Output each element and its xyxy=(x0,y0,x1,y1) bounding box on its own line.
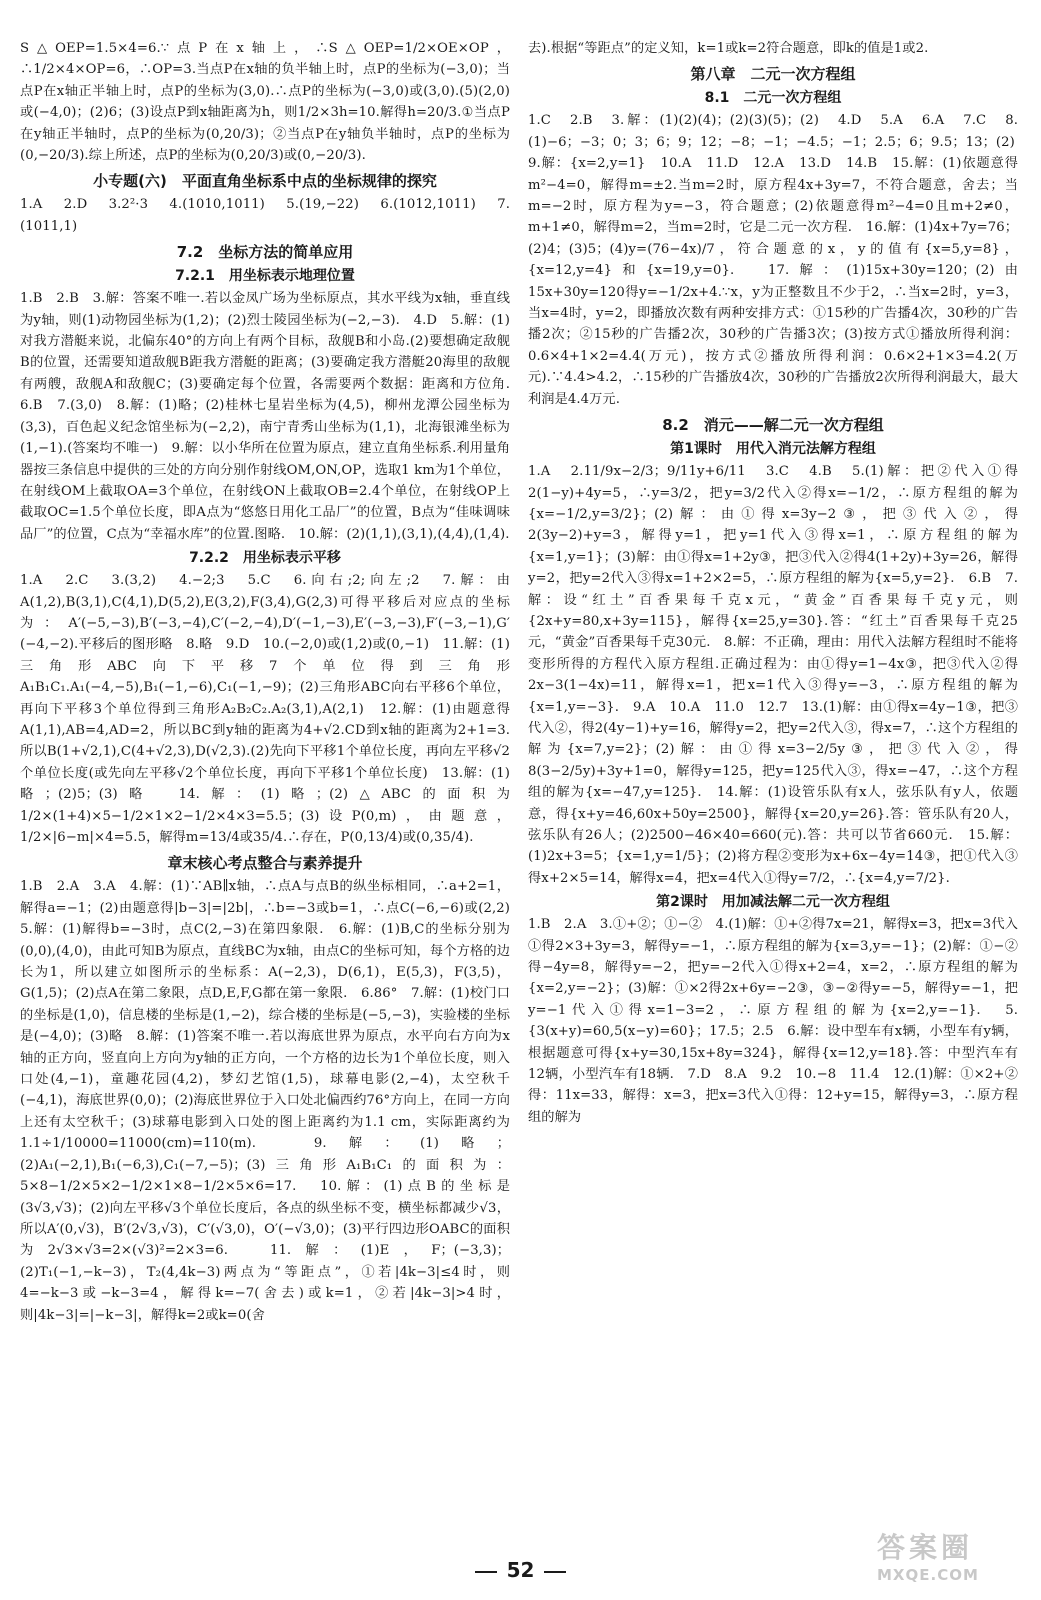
section-heading: 小专题(六) 平面直角坐标系中点的坐标规律的探究 xyxy=(93,172,437,191)
watermark-line2: MXQE.COM xyxy=(877,1566,979,1584)
section-heading: 第八章 二元一次方程组 xyxy=(690,65,856,84)
answer-paragraph: 1.B 2.A 3.①+②；①−② 4.(1)解：①+②得7x=21，解得x=3，把x=3代入①得2×3+3y=3，解得y=−1，∴原方程组的解为{x=3,y=−1}；(2)解：①−②得−4y=8，解得y=−2，把y=−2代入①得x+2=4，x=2，∴原方程组的解为{x=2,y=−2}；(3)解：①×2得2x+6y=−2③，③−②得y=−5，解得y=−1，把y=−1代入①得x=1−3=2，∴原方程组的解为{x=2,y=−1}. 5.{3(x+y)=60,5(x−y)=60}；17.5；2.5 6.解：设中型车有x辆，小型车有y辆，根据题意可得{x+y=30,15x+8y=324}，解得{x=12,y=18}.答：中型汽车有12辆，小型汽车有18辆. 7.D 8.A 9.2 10.−8 11.4 12.(1)解：①×2+②得：11x=33，解得：x=3，把x=3代入①得：12+y=15，解得y=3，∴原方程组的解为 xyxy=(528,917,1018,1125)
section-heading: 7.2 坐标方法的简单应用 xyxy=(176,243,354,262)
subsection-heading: 第1课时 用代入消元法解方程组 xyxy=(670,441,876,458)
answer-paragraph: 1.A 2.D 3.2²·3 4.(1010,1011) 5.(19,−22) 6.(1012,1011) 7.(1011,1) xyxy=(20,197,510,234)
subsection-heading: 第2课时 用加减法解二元一次方程组 xyxy=(656,894,890,911)
right-column xyxy=(528,38,1029,1128)
answer-paragraph: 1.A 2.C 3.(3,2) 4.−2;3 5.C 6.向右;2;向左;2 7.解：由A(1,2),B(3,1),C(4,1),D(5,2),E(3,2),F(3,4),G(2,3)可得平移后对应点的坐标为：A′(−5,−3),B′(−3,−4),C′(−2,−4),D′(−1,−3),E′(−3,−3),F′(−3,−1),G′(−4,−2).平移后的图形略 8.略 9.D 10.(−2,0)或(1,2)或(0,−1) 11.解：(1)三角形ABC向下平移7个单位得到三角形A₁B₁C₁.A₁(−4,−5),B₁(−1,−6),C₁(−1,−9)；(2)三角形ABC向右平移6个单位，再向下平移3个单位得到三角形A₂B₂C₂.A₂(3,1),A(2,1) 12.解：(1)由题意得A(1,1),AB=4,AD=2，所以BC到y轴的距离为4+√2.CD到x轴的距离为2+1=3.所以B(1+√2,1),C(4+√2,3),D(√2,3).(2)先向下平移1个单位长度，再向左平移√2个单位长度(或先向左平移√2个单位长度，再向下平移1个单位长度) 13.解：(1)略；(2)5；(3)略 14.解：(1)略；(2)△ABC的面积为1/2×(1+4)×5−1/2×1×2−1/2×4×3=5.5；(3)设P(0,m)，由题意，1/2×|6−m|×4=5.5，解得m=13/4或35/4.∴存在，P(0,13/4)或(0,35/4). xyxy=(20,573,510,845)
section-heading: 章末核心考点整合与素养提升 xyxy=(167,854,363,873)
left-column xyxy=(20,38,524,1326)
watermark-line1: 答案圈 xyxy=(877,1531,974,1564)
subsection-heading: 7.2.1 用坐标表示地理位置 xyxy=(175,268,355,285)
answer-paragraph: 1.A 2.11/9x−2/3；9/11y+6/11 3.C 4.B 5.(1)解：把②代入①得2(1−y)+4y=5，∴y=3/2，把y=3/2代入②得x=−1/2，∴原方程组的解为{x=−1/2,y=3/2}；(2)解：由①得x=3y−2③，把③代入②，得2(3y−2)+y=3，解得y=1，把y=1代入③得x=1，∴原方程组的解为{x=1,y=1}；(3)解：由①得x=1+2y③，把③代入②得4(1+2y)+3y=26，解得y=2，把y=2代入③得x=1+2×2=5，∴原方程组的解为{x=5,y=2}. 6.B 7.解：设“红土”百香果每千克x元，“黄金”百香果每千克y元，则{2x+y=80,x+3y=115}，解得{x=25,y=30}.答：“红土”百香果每千克25元，“黄金”百香果每千克30元. 8.解：不正确，理由：用代入法解方程组时不能将变形所得的方程代入原方程组.正确过程为：由①得y=1−4x③，把③代入②得2x−3(1−4x)=11，解得x=1，把x=1代入③得y=−3，∴原方程组的解为{x=1,y=−3}. 9.A 10.A 11.0 12.7 13.(1)解：由①得x=4y−1③，把③代入②，得2(4y−1)+y=16，解得y=2，把y=2代入③，得x=7，∴这个方程组的解为{x=7,y=2}；(2)解：由①得x=3−2/5y③，把③代入②，得8(3−2/5y)+3y+1=0，解得y=125，把y=125代入③，得x=−47，∴这个方程组的解为{x=−47,y=125}. 14.解：(1)设管乐队有x人，弦乐队有y人，依题意，得{x+y=46,60x+50y=2500}，解得{x=20,y=26}.答：管乐队有20人，弦乐队有26人；(2)2500−46×40=660(元).答：共可以节省660元. 15.解：(1)2x+3=5；{x=1,y=1/5}；(2)将方程②变形为x+6x−4y=14③，把①代入③得x+2×5=14，解得x=4，把x=4代入①得y=7/2，∴{x=4,y=7/2}. xyxy=(528,464,1018,886)
answer-paragraph: 1.C 2.B 3.解：(1)(2)(4)；(2)(3)(5)；(2) 4.D 5.A 6.A 7.C 8.(1)−6；−3；0；3；6；9；12；−8；−1；−4.5；−1；2.5；6；9.5；13；(2) 9.解：{x=2,y=1} 10.A 11.D 12.A 13.D 14.B 15.解：(1)依题意得m²−4=0，解得m=±2.当m=2时，原方程4x+3y=7，不符合题意，舍去；当m=−2时，原方程为y=−3，符合题意；(2)依题意得m²−4=0且m+2≠0，m+1≠0，解得m=2，当m=2时，它是二元一次方程. 16.解：(1)4x+7y=76；(2)4；(3)5；(4)y=(76−4x)/7，符合题意的x，y的值有{x=5,y=8}，{x=12,y=4}和{x=19,y=0}. 17.解：(1)15x+30y=120；(2)由15x+30y=120得y=−1/2x+4.∵x，y为正整数且不少于2，∴当x=2时，y=3，当x=4时，y=2，即播放次数有两种安排方式：①15秒的广告播4次，30秒的广告播2次；②15秒的广告播2次，30秒的广告播3次；(3)按方式①播放所得利润：0.6×4+1×2=4.4(万元)，按方式②播放所得利润：0.6×2+1×3=4.2(万元).∵4.4>4.2，∴15秒的广告播放4次，30秒的广告播放2次所得利润最大，最大利润是4.4万元. xyxy=(528,113,1029,407)
answer-paragraph: S△OEP=1.5×4=6.∵点P在x轴上，∴S△OEP=1/2×OE×OP，∴1/2×4×OP=6，∴OP=3.当点P在x轴的负半轴上时，点P的坐标为(−3,0)；当点P在x轴正半轴上时，点P的坐标为(3,0).∴点P的坐标为(−3,0)或(3,0).(5)(2,0)或(−4,0)；(2)6；(3)设点P到x轴距离为h，则1/2×3h=10.解得h=20/3.①当点P在y轴正半轴时，点P的坐标为(0,20/3)；②当点P在y轴负半轴时，点P的坐标为(0,−20/3).综上所述，点P的坐标为(0,20/3)或(0,−20/3). xyxy=(20,41,510,164)
dash-left xyxy=(475,1571,497,1573)
page-number-text: 52 xyxy=(506,1558,535,1582)
answer-paragraph: 去).根据“等距点”的定义知，k=1或k=2符合题意，即k的值是1或2. xyxy=(528,41,929,56)
dash-right xyxy=(544,1571,566,1573)
answer-paragraph: 1.B 2.A 3.A 4.解：(1)∵AB∥x轴，∴点A与点B的纵坐标相同，∴a+2=1，解得a=−1；(2)由题意得|b−3|=|2b|，∴b=−3或b=1，∴点C(−6,−6)或(2,2) 5.解：(1)解得b=−3时，点C(2,−3)在第四象限. 6.解：(1)B,C的坐标分别为(0,0),(4,0)，由此可知B为原点，直线BC为x轴，由点C的坐标可知，每个方格的边长为1，所以建立如图所示的坐标系：A(−2,3)，D(6,1)，E(5,3)，F(3,5)，G(1,5)；(2)点A在第二象限，点D,E,F,G都在第一象限. 6.86° 7.解：(1)校门口的坐标是(1,0)，信息楼的坐标是(1,−2)，综合楼的坐标是(−5,−3)，实验楼的坐标是(−4,0)；(3)略 8.解：(1)答案不唯一.若以海底世界为原点，水平向右方向为x轴的正方向，竖直向上方向为y轴的正方向，一个方格的边长为1个单位长度，则入口处(4,−1)，童趣花园(4,2)，梦幻艺馆(1,5)，球幕电影(2,−4)，太空秋千(−4,1)，海底世界(0,0)；(2)海底世界位于入口处北偏西约76°方向上，在同一方向上还有太空秋千；(3)球幕电影到入口处的图上距离约为1.1 cm，实际距离约为1.1÷1/10000=11000(cm)=110(m). 9.解：(1)略；(2)A₁(−2,1),B₁(−6,3),C₁(−7,−5)；(3)三角形A₁B₁C₁的面积为：5×8−1/2×5×2−1/2×1×8−1/2×5×6=17. 10.解：(1)点B的坐标是(3√3,√3)；(2)向左平移√3个单位长度后，各点的纵坐标不变，横坐标都减少√3，所以A′(0,√3)，B′(2√3,√3)，C′(√3,0)，O′(−√3,0)；(3)平行四边形OABC的面积为2√3×√3=2×(√3)²=2×3=6. 11.解：(1)E，F；(−3,3)；(2)T₁(−1,−k−3)，T₂(4,4k−3)两点为“等距点”，①若|4k−3|≤4时，则4=−k−3或−k−3=4，解得k=−7(舍去)或k=1，②若|4k−3|>4时，则|4k−3|=|−k−3|，解得k=2或k=0(舍 xyxy=(20,879,524,1323)
subsection-heading: 7.2.2 用坐标表示平移 xyxy=(189,550,341,567)
section-heading: 8.2 消元——解二元一次方程组 xyxy=(662,416,884,435)
watermark-logo xyxy=(877,1526,1027,1588)
subsection-heading: 8.1 二元一次方程组 xyxy=(704,90,842,107)
answer-paragraph: 1.B 2.B 3.解：答案不唯一.若以金凤广场为坐标原点，其水平线为x轴，垂直线为y轴，则(1)动物园坐标为(1,2)；(2)烈士陵园坐标为(−2,−3). 4.D 5.解：(1)对我方潜艇来说，北偏东40°的方向上有两个目标，敌舰B和小岛.(2)要想确定敌舰B的位置，还需要知道敌舰B距我方潜艇的距离；(3)要确定我方潜艇20海里的敌舰有两艘，敌舰A和敌舰C；(3)要确定每个位置，各需要两个数据：距离和方位角. 6.B 7.(3,0) 8.解：(1)略；(2)桂林七星岩坐标为(4,5)，柳州龙潭公园坐标为(3,3)，百色起义纪念馆坐标为(−2,2)，南宁青秀山坐标为(1,1)，北海银滩坐标为(1,−1).(答案均不唯一) 9.解：以小华所在位置为原点，建立直角坐标系.利用量角器按三条信息中提供的三处的方向分别作射线OM,ON,OP，选取1 km为1个单位，在射线OM上截取OA=3个单位，在射线ON上截取OB=2.4个单位，在射线OP上截取OC=1.5个单位长度，即A点为“悠悠日用化工品厂”的位置，B点为“佳味调味品厂”的位置，C点为“幸福水库”的位置.图略. 10.解：(2)(1,1),(3,1),(4,4),(1,4). xyxy=(20,291,524,542)
